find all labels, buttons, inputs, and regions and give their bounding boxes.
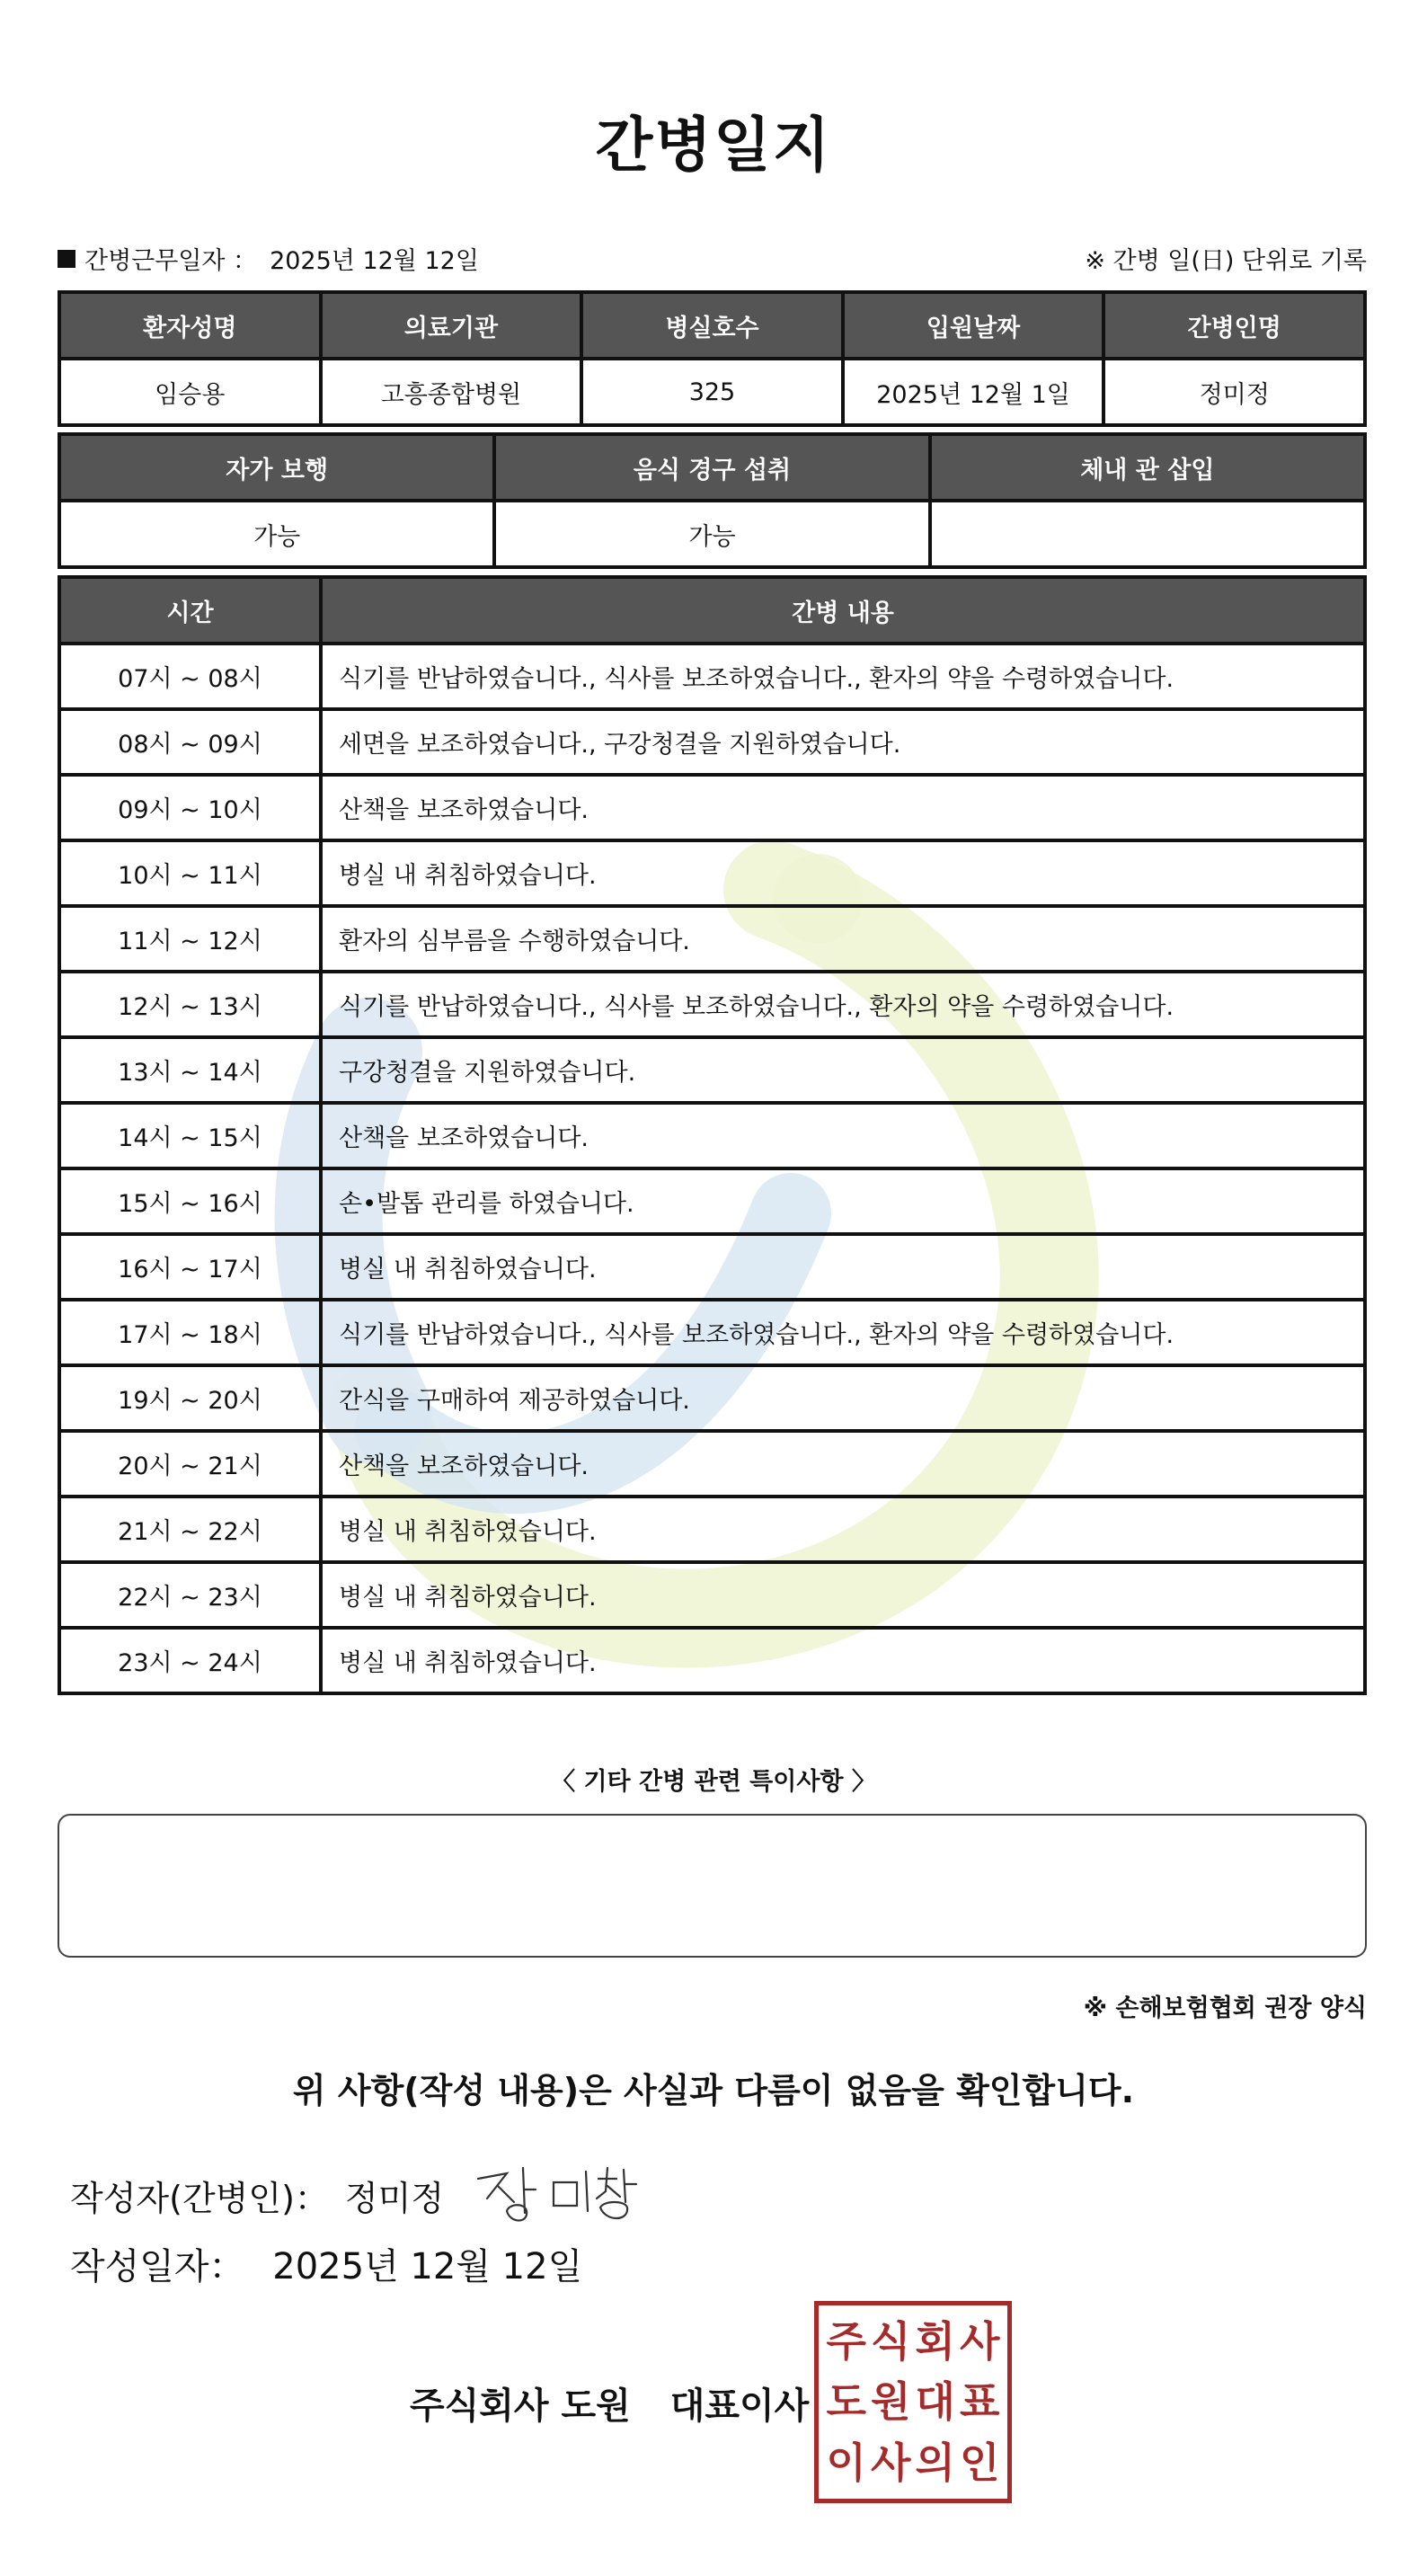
time-cell: 16시 ~ 17시 bbox=[59, 1234, 321, 1300]
time-cell: 15시 ~ 16시 bbox=[59, 1168, 321, 1234]
table-row bbox=[59, 1103, 1365, 1168]
seal-char: 원 bbox=[871, 2377, 911, 2427]
table-row bbox=[59, 1497, 1365, 1562]
company-seal bbox=[814, 2301, 1012, 2503]
content-cell: 병실 내 취침하였습니다. bbox=[321, 1562, 1365, 1628]
special-notes-title: 〈 기타 간병 관련 특이사항 〉 bbox=[551, 1768, 876, 1796]
header-tube-insertion: 체내 관 삽입 bbox=[930, 434, 1365, 501]
content-cell: 환자의 심부름을 수행하였습니다. bbox=[321, 906, 1365, 972]
write-date-line bbox=[70, 2238, 582, 2289]
header-time: 시간 bbox=[59, 577, 321, 644]
content-cell: 간식을 구매하여 제공하였습니다. bbox=[321, 1365, 1365, 1431]
seal-char: 이 bbox=[826, 2438, 866, 2488]
header-hospital: 의료기관 bbox=[321, 292, 582, 359]
header-self-walking: 자가 보행 bbox=[59, 434, 494, 501]
table-row bbox=[59, 972, 1365, 1037]
header-care-content: 간병 내용 bbox=[321, 577, 1365, 644]
special-notes-box bbox=[58, 1814, 1367, 1958]
table-row bbox=[59, 775, 1365, 840]
time-cell: 13시 ~ 14시 bbox=[59, 1037, 321, 1103]
time-cell: 07시 ~ 08시 bbox=[59, 644, 321, 709]
seal-char: 대 bbox=[915, 2377, 955, 2427]
time-cell: 21시 ~ 22시 bbox=[59, 1497, 321, 1562]
recommend-note: ※ 손해보험협회 권장 양식 bbox=[1083, 1994, 1367, 2022]
table-row bbox=[59, 840, 1365, 906]
table-row bbox=[59, 1365, 1365, 1431]
patient-info-table bbox=[58, 290, 1367, 427]
content-cell: 병실 내 취침하였습니다. bbox=[321, 1234, 1365, 1300]
content-cell: 식기를 반납하였습니다., 식사를 보조하였습니다., 환자의 약을 수령하였습니다. bbox=[321, 644, 1365, 709]
seal-char: 의 bbox=[915, 2438, 955, 2488]
time-cell: 12시 ~ 13시 bbox=[59, 972, 321, 1037]
hospital-name: 고흥종합병원 bbox=[321, 359, 582, 425]
write-date-value: 2025년 12월 12일 bbox=[272, 2246, 583, 2287]
seal-char: 주 bbox=[826, 2316, 866, 2366]
seal-char: 사 bbox=[960, 2316, 1000, 2366]
table-row bbox=[59, 709, 1365, 775]
time-cell: 22시 ~ 23시 bbox=[59, 1562, 321, 1628]
tube-insertion-value bbox=[930, 501, 1365, 567]
admission-date: 2025년 12월 1일 bbox=[843, 359, 1104, 425]
content-cell: 산책을 보조하였습니다. bbox=[321, 775, 1365, 840]
table-row bbox=[59, 1300, 1365, 1365]
writer-name: 정미정 bbox=[344, 2178, 445, 2218]
oral-intake-value: 가능 bbox=[494, 501, 929, 567]
work-date-line bbox=[58, 241, 479, 276]
table-row bbox=[59, 906, 1365, 972]
time-cell: 19시 ~ 20시 bbox=[59, 1365, 321, 1431]
seal-char: 표 bbox=[960, 2377, 1000, 2427]
confirmation-statement: 위 사항(작성 내용)은 사실과 다름이 없음을 확인합니다. bbox=[292, 2071, 1135, 2110]
content-cell: 산책을 보조하였습니다. bbox=[321, 1431, 1365, 1497]
company-line bbox=[410, 2377, 809, 2429]
writer-line bbox=[70, 2159, 642, 2231]
company-ceo-title: 대표이사 bbox=[669, 2385, 810, 2427]
work-date-label: 간병근무일자 ： bbox=[84, 247, 258, 275]
self-walking-value: 가능 bbox=[59, 501, 494, 567]
time-cell: 11시 ~ 12시 bbox=[59, 906, 321, 972]
content-cell: 식기를 반납하였습니다., 식사를 보조하였습니다., 환자의 약을 수령하였습니다. bbox=[321, 972, 1365, 1037]
table-row bbox=[59, 1234, 1365, 1300]
content-cell: 구강청결을 지원하였습니다. bbox=[321, 1037, 1365, 1103]
content-cell: 식기를 반납하였습니다., 식사를 보조하였습니다., 환자의 약을 수령하였습니다. bbox=[321, 1300, 1365, 1365]
content-cell: 세면을 보조하였습니다., 구강청결을 지원하였습니다. bbox=[321, 709, 1365, 775]
content-cell: 병실 내 취침하였습니다. bbox=[321, 1628, 1365, 1693]
table-row bbox=[59, 1431, 1365, 1497]
document-title: 간병일지 bbox=[595, 111, 832, 180]
seal-char: 인 bbox=[960, 2438, 1000, 2488]
unit-note: ※ 간병 일(日) 단위로 기록 bbox=[1085, 247, 1367, 275]
table-row bbox=[59, 644, 1365, 709]
seal-char: 회 bbox=[915, 2316, 955, 2366]
company-name: 주식회사 도원 bbox=[410, 2385, 631, 2427]
write-date-label: 작성일자： bbox=[70, 2246, 245, 2287]
patient-status-table bbox=[58, 432, 1367, 569]
care-log-table bbox=[58, 575, 1367, 1695]
content-cell: 산책을 보조하였습니다. bbox=[321, 1103, 1365, 1168]
writer-label: 작성자(간병인)： bbox=[70, 2178, 329, 2218]
header-room-number: 병실호수 bbox=[581, 292, 843, 359]
handwritten-signature bbox=[471, 2159, 642, 2231]
patient-name: 임승용 bbox=[59, 359, 321, 425]
square-bullet-icon bbox=[58, 250, 75, 268]
room-number: 325 bbox=[581, 359, 843, 425]
time-cell: 20시 ~ 21시 bbox=[59, 1431, 321, 1497]
time-cell: 10시 ~ 11시 bbox=[59, 840, 321, 906]
content-cell: 손•발톱 관리를 하였습니다. bbox=[321, 1168, 1365, 1234]
work-date-value: 2025년 12월 12일 bbox=[270, 247, 479, 275]
header-admission-date: 입원날짜 bbox=[843, 292, 1104, 359]
seal-char: 식 bbox=[871, 2316, 911, 2366]
time-cell: 09시 ~ 10시 bbox=[59, 775, 321, 840]
time-cell: 23시 ~ 24시 bbox=[59, 1628, 321, 1693]
header-caregiver-name: 간병인명 bbox=[1103, 292, 1365, 359]
table-row bbox=[59, 1562, 1365, 1628]
content-cell: 병실 내 취침하였습니다. bbox=[321, 840, 1365, 906]
table-row bbox=[59, 1037, 1365, 1103]
header-patient-name: 환자성명 bbox=[59, 292, 321, 359]
table-row bbox=[59, 1168, 1365, 1234]
time-cell: 08시 ~ 09시 bbox=[59, 709, 321, 775]
header-oral-intake: 음식 경구 섭취 bbox=[494, 434, 929, 501]
seal-char: 사 bbox=[871, 2438, 911, 2488]
time-cell: 14시 ~ 15시 bbox=[59, 1103, 321, 1168]
content-cell: 병실 내 취침하였습니다. bbox=[321, 1497, 1365, 1562]
table-row bbox=[59, 1628, 1365, 1693]
seal-char: 도 bbox=[826, 2377, 866, 2427]
caregiver-name: 정미정 bbox=[1103, 359, 1365, 425]
time-cell: 17시 ~ 18시 bbox=[59, 1300, 321, 1365]
